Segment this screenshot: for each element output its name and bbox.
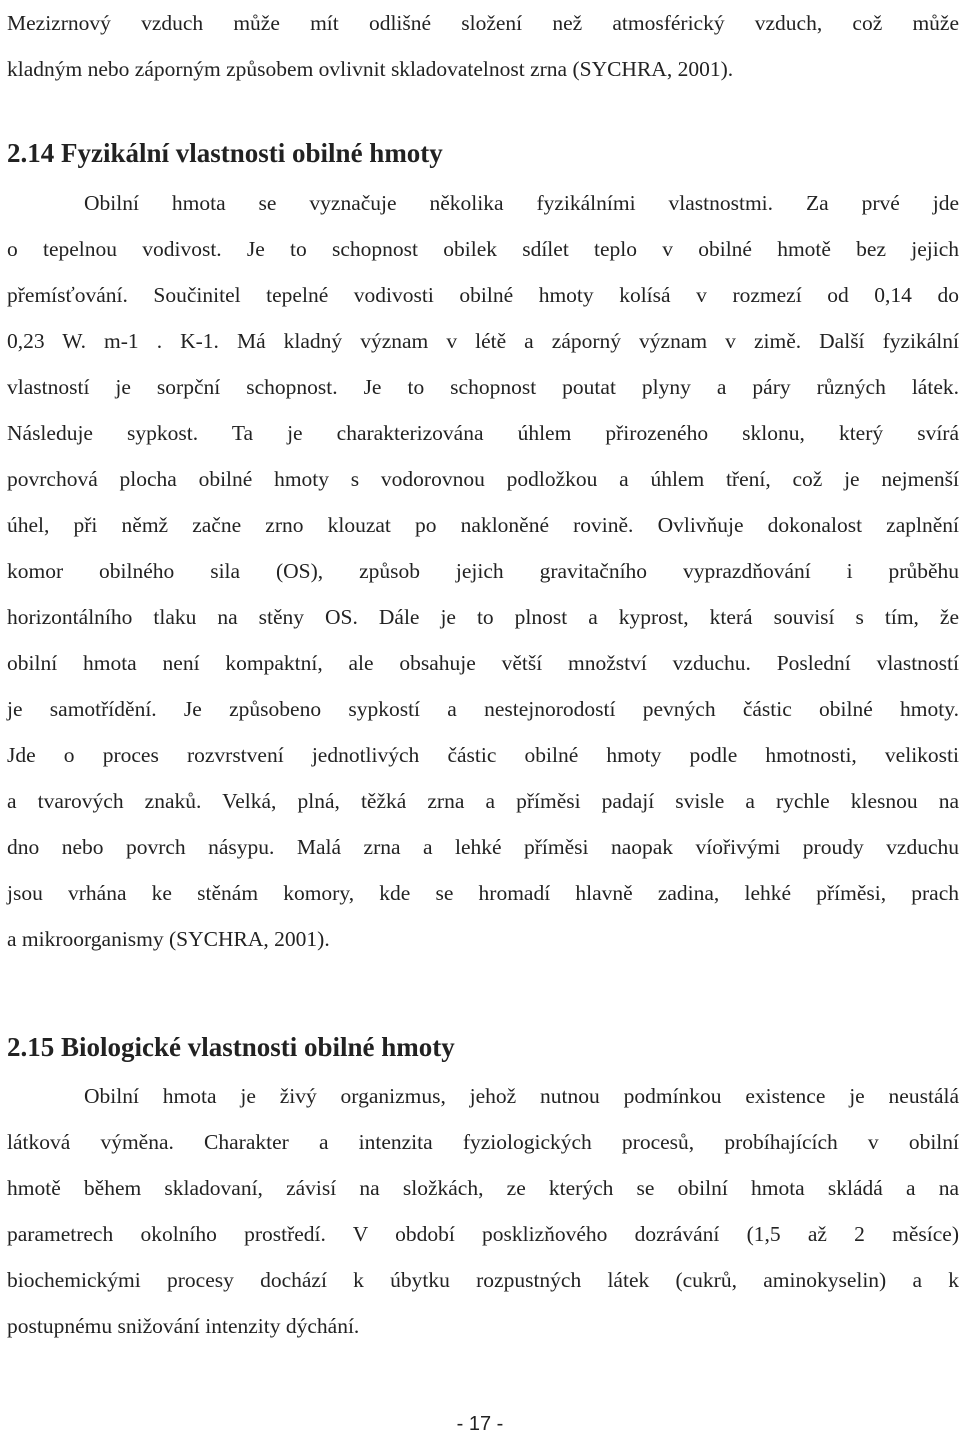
text-line: úhel, při němž začne zrno klouzat po nakloněné rovině. Ovlivňuje dokonalost zaplnění <box>7 513 959 537</box>
text-line: látková výměna. Charakter a intenzita fyziologických procesů, probíhajících v obilní <box>7 1130 959 1154</box>
section-2-15-paragraph <box>7 1073 959 1349</box>
intro-paragraph <box>7 0 959 92</box>
text-line: hmotě během skladovaní, závisí na složkách, ze kterých se obilní hmota skládá a na <box>7 1176 959 1200</box>
text-line: kladným nebo záporným způsobem ovlivnit skladovatelnost zrna (SYCHRA, 2001). <box>7 57 734 81</box>
section-heading-2-14: 2.14 Fyzikální vlastnosti obilné hmoty <box>7 138 443 168</box>
text-line: povrchová plocha obilné hmoty s vodorovnou podložkou a úhlem tření, což je nejmenší <box>7 467 959 491</box>
text-line: komor obilného sila (OS), způsob jejich gravitačního vyprazdňování i průběhu <box>7 559 959 583</box>
text-line: horizontálního tlaku na stěny OS. Dále je to plnost a kyprost, která souvisí s tím, že <box>7 605 959 629</box>
section-heading-2-15: 2.15 Biologické vlastnosti obilné hmoty <box>7 1032 455 1062</box>
text-line: a tvarových znaků. Velká, plná, těžká zrna a příměsi padají svisle a rychle klesnou na <box>7 789 959 813</box>
text-line: postupnému snižování intenzity dýchání. <box>7 1314 360 1338</box>
text-line: Obilní hmota se vyznačuje několika fyzikálními vlastnostmi. Za prvé jde <box>84 191 959 215</box>
text-line: dno nebo povrch násypu. Malá zrna a lehké příměsi naopak víořivými proudy vzduchu <box>7 835 959 859</box>
text-line: Obilní hmota je živý organizmus, jehož nutnou podmínkou existence je neustálá <box>84 1084 959 1108</box>
page-number: - 17 - <box>456 1413 504 1435</box>
text-line: parametrech okolního prostředí. V období posklizňového dozrávání (1,5 až 2 měsíce) <box>7 1222 959 1246</box>
text-line: jsou vrhána ke stěnám komory, kde se hromadí hlavně zadina, lehké příměsi, prach <box>7 881 959 905</box>
text-line: 0,23 W. m-1 . K-1. Má kladný význam v létě a záporný význam v zimě. Další fyzikální <box>7 329 959 353</box>
text-line: vlastností je sorpční schopnost. Je to schopnost poutat plyny a páry různých látek. <box>7 375 959 399</box>
text-line: a mikroorganismy (SYCHRA, 2001). <box>7 927 330 951</box>
text-line: o tepelnou vodivost. Je to schopnost obilek sdílet teplo v obilné hmotě bez jejich <box>7 237 959 261</box>
section-2-14-paragraph <box>7 180 959 962</box>
text-line: biochemickými procesy dochází k úbytku rozpustných látek (cukrů, aminokyselin) a k <box>7 1268 959 1292</box>
text-line: je samotřídění. Je způsobeno sypkostí a nestejnorodostí pevných částic obilné hmoty. <box>7 697 959 721</box>
text-line: Mezizrnový vzduch může mít odlišné složení než atmosférický vzduch, což může <box>7 11 959 35</box>
text-line: obilní hmota není kompaktní, ale obsahuje větší množství vzduchu. Poslední vlastností <box>7 651 959 675</box>
text-line: přemísťování. Součinitel tepelné vodivosti obilné hmoty kolísá v rozmezí od 0,14 do <box>7 283 959 307</box>
text-line: Následuje sypkost. Ta je charakterizována úhlem přirozeného sklonu, který svírá <box>7 421 959 445</box>
text-line: Jde o proces rozvrstvení jednotlivých částic obilné hmoty podle hmotnosti, velikosti <box>7 743 959 767</box>
